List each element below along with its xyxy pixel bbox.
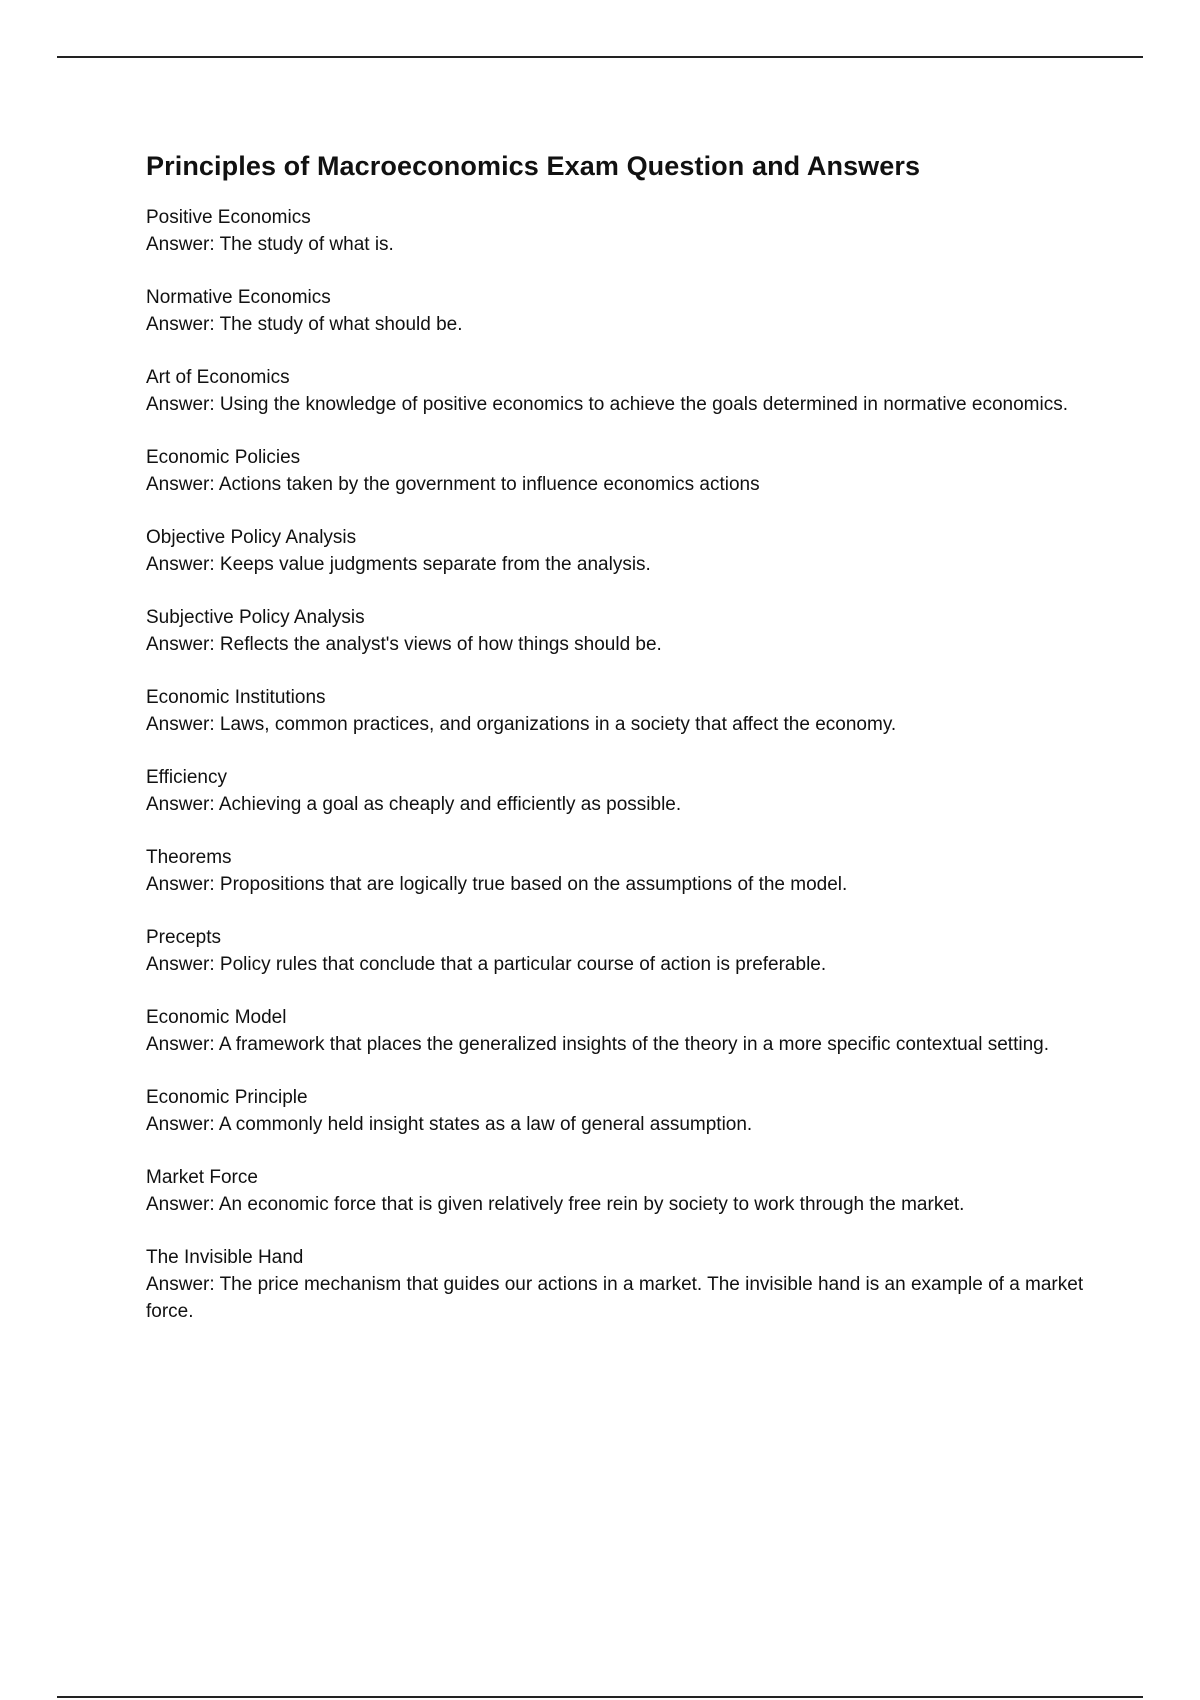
qa-item — [146, 1084, 1086, 1138]
answer-text: Laws, common practices, and organizations in a society that affect the economy. — [219, 714, 897, 735]
answer-prefix: Answer: — [146, 394, 220, 415]
answer-prefix: Answer: — [146, 554, 220, 575]
qa-answer — [146, 1271, 1086, 1325]
qa-term: Objective Policy Analysis — [146, 527, 357, 548]
answer-text: Reflects the analyst's views of how things should be. — [219, 634, 662, 655]
answer-text: A framework that places the generalized insights of the theory in a more specific contextual setting. — [218, 1034, 1049, 1055]
document-body — [146, 146, 1086, 1351]
top-rule — [57, 56, 1143, 58]
qa-answer — [146, 1111, 1086, 1138]
answer-prefix: Answer: — [146, 874, 220, 895]
qa-answer — [146, 311, 1086, 338]
answer-prefix: Answer: — [146, 234, 220, 255]
answer-text: The price mechanism that guides our actions in a market. The invisible hand is an example of a market force. — [146, 1274, 1084, 1322]
answer-text: The study of what is. — [219, 234, 394, 255]
qa-item — [146, 684, 1086, 738]
qa-answer — [146, 391, 1086, 418]
qa-term: Market Force — [146, 1167, 258, 1188]
qa-term: Efficiency — [146, 767, 227, 788]
answer-text: Policy rules that conclude that a particular course of action is preferable. — [219, 954, 827, 975]
answer-text: Using the knowledge of positive economics to achieve the goals determined in normative economics. — [219, 394, 1068, 415]
qa-term: Theorems — [146, 847, 232, 868]
qa-term: Economic Model — [146, 1007, 287, 1028]
qa-item — [146, 924, 1086, 978]
answer-prefix: Answer: — [146, 634, 220, 655]
qa-list — [146, 204, 1086, 1325]
qa-answer — [146, 551, 1086, 578]
answer-text: Actions taken by the government to influence economics actions — [218, 474, 760, 495]
qa-item — [146, 1244, 1086, 1325]
answer-text: Propositions that are logically true based on the assumptions of the model. — [219, 874, 848, 895]
answer-text: Keeps value judgments separate from the analysis. — [219, 554, 651, 575]
qa-item — [146, 1004, 1086, 1058]
qa-term: The Invisible Hand — [146, 1247, 304, 1268]
answer-prefix: Answer: — [146, 794, 219, 815]
qa-item — [146, 604, 1086, 658]
qa-item — [146, 844, 1086, 898]
answer-prefix: Answer: — [146, 1274, 220, 1295]
answer-text: An economic force that is given relatively free rein by society to work through the market. — [218, 1194, 965, 1215]
answer-text: The study of what should be. — [219, 314, 463, 335]
qa-item — [146, 1164, 1086, 1218]
answer-prefix: Answer: — [146, 1114, 219, 1135]
qa-term: Precepts — [146, 927, 221, 948]
answer-prefix: Answer: — [146, 1034, 219, 1055]
page-title: Principles of Macroeconomics Exam Question and Answers — [146, 151, 921, 181]
qa-item — [146, 364, 1086, 418]
qa-answer — [146, 711, 1086, 738]
qa-term: Positive Economics — [146, 207, 311, 228]
qa-answer — [146, 1191, 1086, 1218]
qa-answer — [146, 871, 1086, 898]
qa-term: Subjective Policy Analysis — [146, 607, 365, 628]
qa-term: Normative Economics — [146, 287, 331, 308]
qa-term: Economic Policies — [146, 447, 301, 468]
qa-term: Economic Principle — [146, 1087, 308, 1108]
qa-answer — [146, 1031, 1086, 1058]
qa-item — [146, 284, 1086, 338]
qa-term: Economic Institutions — [146, 687, 326, 708]
qa-answer — [146, 471, 1086, 498]
answer-prefix: Answer: — [146, 954, 220, 975]
answer-prefix: Answer: — [146, 714, 220, 735]
qa-answer — [146, 631, 1086, 658]
answer-text: A commonly held insight states as a law of general assumption. — [218, 1114, 753, 1135]
qa-item — [146, 764, 1086, 818]
answer-prefix: Answer: — [146, 314, 220, 335]
qa-term: Art of Economics — [146, 367, 290, 388]
qa-item — [146, 204, 1086, 258]
qa-answer — [146, 791, 1086, 818]
bottom-rule — [57, 1696, 1143, 1698]
qa-item — [146, 444, 1086, 498]
qa-answer — [146, 231, 1086, 258]
answer-prefix: Answer: — [146, 1194, 219, 1215]
answer-prefix: Answer: — [146, 474, 219, 495]
qa-item — [146, 524, 1086, 578]
qa-answer — [146, 951, 1086, 978]
answer-text: Achieving a goal as cheaply and efficiently as possible. — [218, 794, 682, 815]
